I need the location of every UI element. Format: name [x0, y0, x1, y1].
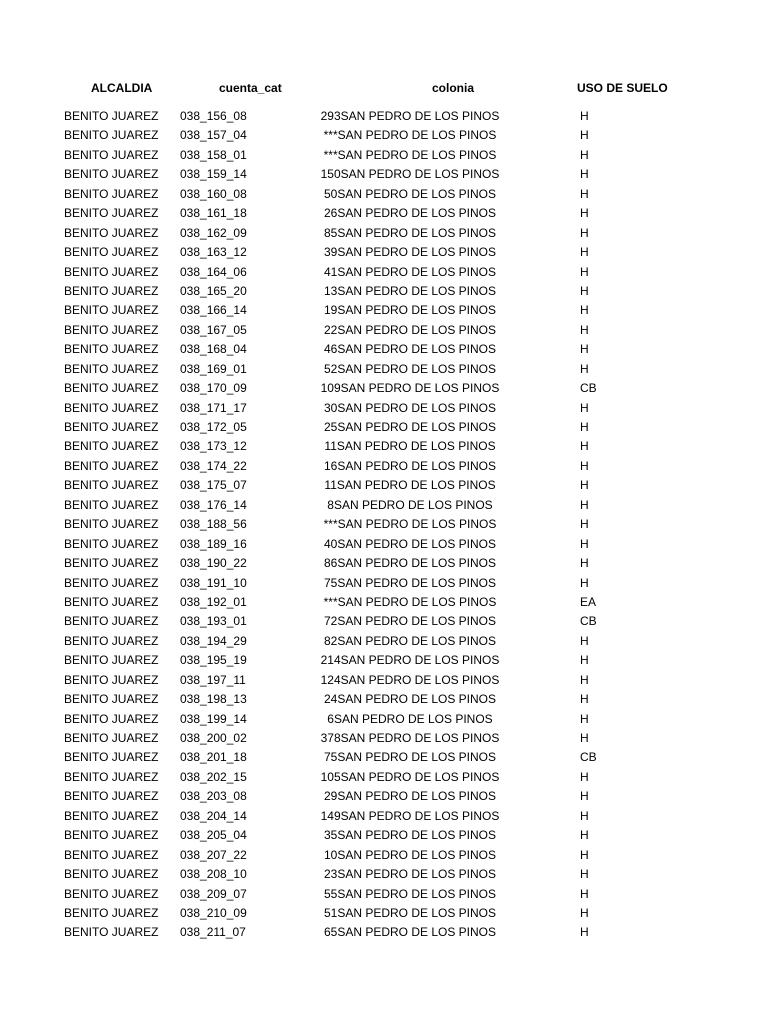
cell-cuenta-cat: 038_189_16: [180, 536, 247, 551]
cell-cuenta-cat: 038_190_22: [180, 556, 247, 571]
cell-colonia: 214SAN PEDRO DE LOS PINOS: [320, 653, 500, 668]
table-row: [0, 437, 768, 456]
cell-alcaldia: BENITO JUAREZ: [64, 575, 159, 590]
cell-colonia: 109SAN PEDRO DE LOS PINOS: [320, 381, 500, 396]
table-row: [0, 593, 768, 612]
cell-alcaldia: BENITO JUAREZ: [64, 633, 159, 648]
cell-uso-de-suelo: H: [580, 342, 589, 357]
cell-alcaldia: BENITO JUAREZ: [64, 556, 159, 571]
cell-cuenta-cat: 038_199_14: [180, 711, 247, 726]
cell-uso-de-suelo: H: [580, 303, 589, 318]
cell-uso-de-suelo: H: [580, 731, 589, 745]
table-row: [0, 321, 768, 340]
cell-uso-de-suelo: H: [580, 653, 589, 668]
cell-colonia: 11SAN PEDRO DE LOS PINOS: [324, 478, 496, 493]
cell-alcaldia: BENITO JUAREZ: [64, 264, 159, 279]
cell-colonia: 19SAN PEDRO DE LOS PINOS: [323, 303, 497, 318]
cell-cuenta-cat: 038_159_14: [180, 167, 247, 182]
cell-uso-de-suelo: H: [580, 556, 589, 571]
table-row: [0, 418, 768, 437]
cell-cuenta-cat: 038_165_20: [180, 283, 247, 298]
cell-cuenta-cat: 038_188_56: [180, 517, 247, 532]
cell-colonia: ***SAN PEDRO DE LOS PINOS: [323, 594, 497, 609]
cell-alcaldia: BENITO JUAREZ: [64, 381, 159, 396]
cell-uso-de-suelo: H: [580, 322, 589, 337]
cell-uso-de-suelo: H: [580, 886, 589, 901]
table-row: [0, 399, 768, 418]
table-row: [0, 554, 768, 573]
cell-colonia: 124SAN PEDRO DE LOS PINOS: [320, 672, 500, 687]
cell-uso-de-suelo: H: [580, 905, 589, 920]
cell-cuenta-cat: 038_194_29: [180, 633, 247, 648]
table-row: [0, 710, 768, 729]
table-body: [0, 107, 768, 943]
table-row: [0, 476, 768, 495]
cell-colonia: 82SAN PEDRO DE LOS PINOS: [323, 633, 497, 648]
table-row: [0, 787, 768, 806]
cell-colonia: 26SAN PEDRO DE LOS PINOS: [323, 206, 497, 221]
cell-cuenta-cat: 038_200_02: [180, 731, 247, 745]
cell-colonia: 51SAN PEDRO DE LOS PINOS: [323, 905, 497, 920]
table-row: [0, 107, 768, 126]
cell-alcaldia: BENITO JUAREZ: [64, 458, 159, 473]
cell-cuenta-cat: 038_207_22: [180, 847, 247, 862]
cell-cuenta-cat: 038_193_01: [180, 614, 247, 629]
cell-colonia: 378SAN PEDRO DE LOS PINOS: [320, 731, 500, 745]
cell-cuenta-cat: 038_169_01: [180, 361, 247, 376]
table-row: [0, 885, 768, 904]
cell-colonia: 46SAN PEDRO DE LOS PINOS: [323, 342, 497, 357]
cell-cuenta-cat: 038_172_05: [180, 420, 247, 434]
cell-colonia: 24SAN PEDRO DE LOS PINOS: [323, 692, 497, 707]
cell-alcaldia: BENITO JUAREZ: [64, 478, 159, 493]
table-row: [0, 574, 768, 593]
cell-colonia: 150SAN PEDRO DE LOS PINOS: [320, 167, 500, 182]
cell-cuenta-cat: 038_168_04: [180, 342, 247, 357]
cell-cuenta-cat: 038_166_14: [180, 303, 247, 318]
cell-uso-de-suelo: H: [580, 420, 589, 434]
cell-uso-de-suelo: H: [580, 789, 589, 804]
table-row: [0, 263, 768, 282]
cell-alcaldia: BENITO JUAREZ: [64, 925, 159, 940]
cell-alcaldia: BENITO JUAREZ: [64, 420, 159, 434]
cell-uso-de-suelo: H: [580, 808, 589, 823]
table-row: [0, 535, 768, 554]
cell-cuenta-cat: 038_173_12: [180, 439, 247, 454]
cell-colonia: 16SAN PEDRO DE LOS PINOS: [323, 458, 497, 473]
cell-alcaldia: BENITO JUAREZ: [64, 361, 159, 376]
cell-colonia: ***SAN PEDRO DE LOS PINOS: [323, 128, 497, 143]
cell-colonia: 65SAN PEDRO DE LOS PINOS: [323, 925, 497, 940]
cell-colonia: 293SAN PEDRO DE LOS PINOS: [320, 109, 500, 123]
cell-colonia: 41SAN PEDRO DE LOS PINOS: [323, 264, 497, 279]
cell-uso-de-suelo: H: [580, 575, 589, 590]
header-uso-de-suelo: USO DE SUELO: [577, 81, 668, 95]
table-row: [0, 165, 768, 184]
cell-colonia: 86SAN PEDRO DE LOS PINOS: [323, 556, 497, 571]
cell-uso-de-suelo: H: [580, 109, 589, 123]
cell-alcaldia: BENITO JUAREZ: [64, 322, 159, 337]
cell-uso-de-suelo: H: [580, 458, 589, 473]
cell-uso-de-suelo: H: [580, 867, 589, 882]
cell-uso-de-suelo: EA: [580, 594, 597, 609]
cell-alcaldia: BENITO JUAREZ: [64, 517, 159, 532]
cell-cuenta-cat: 038_160_08: [180, 186, 247, 201]
table-row: [0, 243, 768, 262]
cell-alcaldia: BENITO JUAREZ: [64, 789, 159, 804]
table-header: [0, 79, 768, 97]
cell-colonia: 149SAN PEDRO DE LOS PINOS: [320, 808, 500, 823]
cell-alcaldia: BENITO JUAREZ: [64, 692, 159, 707]
cell-colonia: ***SAN PEDRO DE LOS PINOS: [323, 517, 497, 532]
cell-cuenta-cat: 038_161_18: [180, 206, 247, 221]
cell-colonia: 30SAN PEDRO DE LOS PINOS: [323, 400, 497, 415]
cell-uso-de-suelo: CB: [580, 614, 597, 629]
table-row: [0, 126, 768, 145]
cell-cuenta-cat: 038_170_09: [180, 381, 247, 396]
cell-colonia: ***SAN PEDRO DE LOS PINOS: [323, 147, 497, 162]
cell-colonia: 13SAN PEDRO DE LOS PINOS: [323, 283, 497, 298]
cell-uso-de-suelo: H: [580, 245, 589, 260]
cell-colonia: 40SAN PEDRO DE LOS PINOS: [323, 536, 497, 551]
cell-colonia: 6SAN PEDRO DE LOS PINOS: [327, 711, 493, 726]
table-row: [0, 146, 768, 165]
cell-cuenta-cat: 038_171_17: [180, 400, 247, 415]
cell-colonia: 85SAN PEDRO DE LOS PINOS: [323, 225, 497, 240]
cell-cuenta-cat: 038_174_22: [180, 458, 247, 473]
cell-cuenta-cat: 038_201_18: [180, 750, 247, 765]
table-row: [0, 224, 768, 243]
cell-colonia: 75SAN PEDRO DE LOS PINOS: [323, 750, 497, 765]
table-row: [0, 904, 768, 923]
cell-alcaldia: BENITO JUAREZ: [64, 147, 159, 162]
table-row: [0, 690, 768, 709]
cell-uso-de-suelo: CB: [580, 381, 597, 396]
cell-uso-de-suelo: H: [580, 633, 589, 648]
cell-colonia: 25SAN PEDRO DE LOS PINOS: [323, 420, 497, 434]
cell-uso-de-suelo: H: [580, 536, 589, 551]
cell-uso-de-suelo: H: [580, 769, 589, 784]
cell-alcaldia: BENITO JUAREZ: [64, 614, 159, 629]
header-colonia: colonia: [432, 81, 475, 95]
cell-colonia: 8SAN PEDRO DE LOS PINOS: [327, 497, 493, 512]
table-row: [0, 282, 768, 301]
table-row: [0, 807, 768, 826]
cell-alcaldia: BENITO JUAREZ: [64, 769, 159, 784]
cell-colonia: 105SAN PEDRO DE LOS PINOS: [320, 769, 500, 784]
cell-alcaldia: BENITO JUAREZ: [64, 808, 159, 823]
cell-cuenta-cat: 038_158_01: [180, 147, 247, 162]
cell-alcaldia: BENITO JUAREZ: [64, 342, 159, 357]
cell-colonia: 29SAN PEDRO DE LOS PINOS: [323, 789, 497, 804]
cell-cuenta-cat: 038_156_08: [180, 109, 247, 123]
cell-alcaldia: BENITO JUAREZ: [64, 283, 159, 298]
cell-alcaldia: BENITO JUAREZ: [64, 828, 159, 843]
table-row: [0, 748, 768, 767]
table-row: [0, 826, 768, 845]
cell-cuenta-cat: 038_157_04: [180, 128, 247, 143]
cell-colonia: 72SAN PEDRO DE LOS PINOS: [323, 614, 497, 629]
cell-uso-de-suelo: H: [580, 692, 589, 707]
cell-alcaldia: BENITO JUAREZ: [64, 186, 159, 201]
cell-cuenta-cat: 038_210_09: [180, 905, 247, 920]
cell-cuenta-cat: 038_202_15: [180, 769, 247, 784]
table-row: [0, 612, 768, 631]
cell-cuenta-cat: 038_175_07: [180, 478, 247, 493]
table-row: [0, 301, 768, 320]
cell-uso-de-suelo: H: [580, 925, 589, 940]
cell-colonia: 22SAN PEDRO DE LOS PINOS: [323, 322, 497, 337]
cell-cuenta-cat: 038_176_14: [180, 497, 247, 512]
cell-cuenta-cat: 038_191_10: [180, 575, 247, 590]
cell-cuenta-cat: 038_197_11: [180, 672, 246, 687]
cell-cuenta-cat: 038_163_12: [180, 245, 247, 260]
cell-alcaldia: BENITO JUAREZ: [64, 497, 159, 512]
cell-cuenta-cat: 038_208_10: [180, 867, 247, 882]
cell-uso-de-suelo: H: [580, 147, 589, 162]
table-row: [0, 671, 768, 690]
cell-uso-de-suelo: H: [580, 400, 589, 415]
table-row: [0, 360, 768, 379]
cell-uso-de-suelo: H: [580, 361, 589, 376]
cell-alcaldia: BENITO JUAREZ: [64, 109, 159, 123]
cell-cuenta-cat: 038_164_06: [180, 264, 247, 279]
cell-cuenta-cat: 038_209_07: [180, 886, 247, 901]
table-row: [0, 768, 768, 787]
cell-uso-de-suelo: CB: [580, 750, 597, 765]
cell-colonia: 10SAN PEDRO DE LOS PINOS: [323, 847, 497, 862]
table-row: [0, 185, 768, 204]
cell-cuenta-cat: 038_205_04: [180, 828, 247, 843]
cell-uso-de-suelo: H: [580, 672, 589, 687]
cell-cuenta-cat: 038_211_07: [180, 925, 246, 940]
cell-colonia: 39SAN PEDRO DE LOS PINOS: [323, 245, 497, 260]
header-alcaldia: ALCALDIA: [91, 81, 153, 95]
cell-alcaldia: BENITO JUAREZ: [64, 303, 159, 318]
cell-alcaldia: BENITO JUAREZ: [64, 886, 159, 901]
cell-alcaldia: BENITO JUAREZ: [64, 731, 159, 745]
cell-cuenta-cat: 038_203_08: [180, 789, 247, 804]
cell-uso-de-suelo: H: [580, 497, 589, 512]
cell-alcaldia: BENITO JUAREZ: [64, 905, 159, 920]
cell-uso-de-suelo: H: [580, 439, 589, 454]
cell-colonia: 50SAN PEDRO DE LOS PINOS: [323, 186, 497, 201]
cell-alcaldia: BENITO JUAREZ: [64, 847, 159, 862]
cell-alcaldia: BENITO JUAREZ: [64, 167, 159, 182]
cell-cuenta-cat: 038_204_14: [180, 808, 247, 823]
cell-colonia: 11SAN PEDRO DE LOS PINOS: [324, 439, 496, 454]
table-row: [0, 379, 768, 398]
cell-uso-de-suelo: H: [580, 711, 589, 726]
cell-uso-de-suelo: H: [580, 517, 589, 532]
cell-uso-de-suelo: H: [580, 167, 589, 182]
table-row: [0, 457, 768, 476]
cell-uso-de-suelo: H: [580, 847, 589, 862]
cell-uso-de-suelo: H: [580, 206, 589, 221]
table-row: [0, 729, 768, 748]
cell-colonia: 35SAN PEDRO DE LOS PINOS: [323, 828, 497, 843]
table-row: [0, 632, 768, 651]
cell-uso-de-suelo: H: [580, 186, 589, 201]
cell-alcaldia: BENITO JUAREZ: [64, 206, 159, 221]
cell-cuenta-cat: 038_192_01: [180, 594, 247, 609]
table-row: [0, 204, 768, 223]
cell-alcaldia: BENITO JUAREZ: [64, 128, 159, 143]
cell-alcaldia: BENITO JUAREZ: [64, 672, 159, 687]
table-row: [0, 496, 768, 515]
cell-uso-de-suelo: H: [580, 828, 589, 843]
table-row: [0, 923, 768, 942]
cell-uso-de-suelo: H: [580, 225, 589, 240]
cell-colonia: 55SAN PEDRO DE LOS PINOS: [323, 886, 497, 901]
table-row: [0, 340, 768, 359]
cell-alcaldia: BENITO JUAREZ: [64, 225, 159, 240]
table-row: [0, 846, 768, 865]
cell-uso-de-suelo: H: [580, 283, 589, 298]
cell-cuenta-cat: 038_195_19: [180, 653, 247, 668]
table-row: [0, 865, 768, 884]
cell-uso-de-suelo: H: [580, 264, 589, 279]
cell-cuenta-cat: 038_162_09: [180, 225, 247, 240]
cell-alcaldia: BENITO JUAREZ: [64, 711, 159, 726]
header-cuenta-cat: cuenta_cat: [219, 81, 282, 95]
cell-colonia: 75SAN PEDRO DE LOS PINOS: [323, 575, 497, 590]
cell-uso-de-suelo: H: [580, 128, 589, 143]
cell-alcaldia: BENITO JUAREZ: [64, 536, 159, 551]
cell-alcaldia: BENITO JUAREZ: [64, 439, 159, 454]
cell-alcaldia: BENITO JUAREZ: [64, 653, 159, 668]
cell-alcaldia: BENITO JUAREZ: [64, 400, 159, 415]
cell-colonia: 23SAN PEDRO DE LOS PINOS: [323, 867, 497, 882]
cell-colonia: 52SAN PEDRO DE LOS PINOS: [323, 361, 497, 376]
cell-cuenta-cat: 038_198_13: [180, 692, 247, 707]
cell-uso-de-suelo: H: [580, 478, 589, 493]
cell-alcaldia: BENITO JUAREZ: [64, 245, 159, 260]
table-row: [0, 515, 768, 534]
table-row: [0, 651, 768, 670]
cell-alcaldia: BENITO JUAREZ: [64, 594, 159, 609]
cell-cuenta-cat: 038_167_05: [180, 322, 247, 337]
cell-alcaldia: BENITO JUAREZ: [64, 867, 159, 882]
cell-alcaldia: BENITO JUAREZ: [64, 750, 159, 765]
